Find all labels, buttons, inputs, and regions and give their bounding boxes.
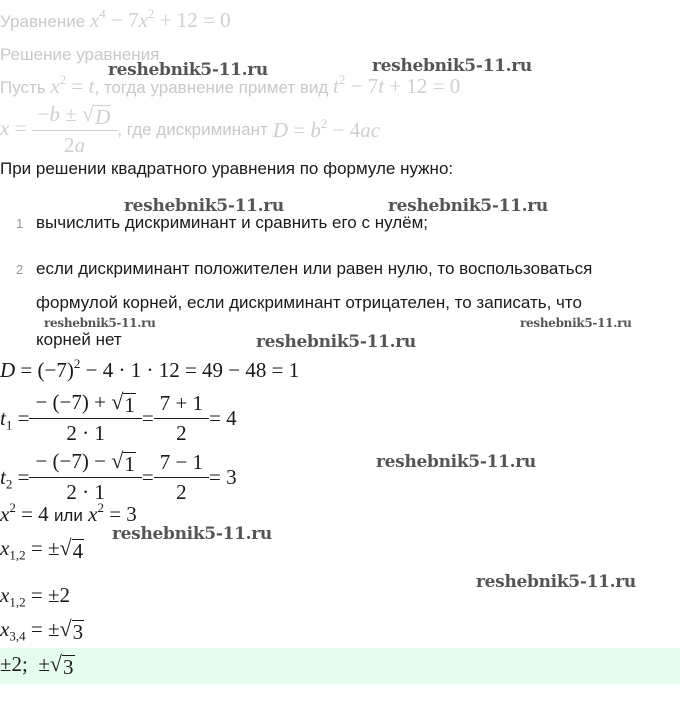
- problem-title: [0, 5, 231, 33]
- root-t1: $t_1$ = − (−7) + √ 1 2 · 1 = $\frac{7 + 1}{2}$ = 4: [0, 389, 237, 446]
- step-text-1: вычислить дискриминант и сравнить его с нулём;: [36, 213, 429, 232]
- quadratic-formula-line: [0, 102, 380, 158]
- watermark: reshebnik5-11.ru: [256, 332, 416, 352]
- solution-heading: Решение уравнения: [0, 45, 160, 64]
- substitution-mid: , тогда уравнение примет вид: [94, 78, 329, 97]
- step-text-2-line1: если дискриминант положителен или равен нулю, то воспользоваться: [36, 259, 593, 278]
- watermark: reshebnik5-11.ru: [372, 56, 532, 76]
- substitution-prefix: Пусть: [0, 78, 46, 97]
- watermark: reshebnik5-11.ru: [108, 60, 268, 80]
- problem-title-label: Уравнение: [0, 12, 86, 31]
- step-number-2: 2: [16, 262, 24, 277]
- watermark: reshebnik5-11.ru: [112, 524, 272, 544]
- or-word: или: [53, 506, 83, 525]
- watermark: reshebnik5-11.ru: [44, 316, 156, 330]
- roots-x34: $x_{3,4}$ = ± √ 3: [0, 616, 84, 644]
- root-t2: $t_2$ = − (−7) − √ 1 2 · 1 = $\frac{7 - 1}{2}$ = 3: [0, 448, 237, 505]
- discriminant-formula: $D = b^2 - 4ac$: [272, 115, 381, 142]
- watermark: reshebnik5-11.ru: [520, 316, 632, 330]
- substitution-equation: $t^2 - 7t + 12 = 0$: [333, 71, 461, 98]
- back-substitution: $x^2 = 4$ или $x^2 = 3$: [0, 499, 137, 526]
- answer-highlight: [0, 648, 680, 684]
- watermark: reshebnik5-11.ru: [376, 452, 536, 472]
- watermark: reshebnik5-11.ru: [388, 196, 548, 216]
- formula-suffix: , где дискриминант: [117, 120, 268, 140]
- watermark: reshebnik5-11.ru: [124, 196, 284, 216]
- roots-x12: $x_{1,2} = \pm 2$: [0, 583, 70, 610]
- intro-text: При решении квадратного уравнения по формуле нужно:: [0, 159, 454, 178]
- step-text-2-line3: корней нет: [36, 330, 122, 349]
- problem-equation: $x^4 - 7x^2 + 12 = 0$: [89, 5, 231, 32]
- answer: ±2; ± √ 3: [0, 651, 74, 679]
- roots-x12-sqrt: $x_{1,2}$ = ± √ 4: [0, 535, 84, 563]
- substitution-var: $x^2 = t$: [50, 71, 95, 98]
- step-number-1: 1: [16, 216, 24, 231]
- watermark: reshebnik5-11.ru: [476, 572, 636, 592]
- discriminant-calc: $D = (-7)^2 - 4 \cdot 1 \cdot 12 = 49 - 48 = 1$: [0, 355, 300, 382]
- quadratic-formula: x = −b ± √ D 2a: [0, 102, 117, 158]
- step-text-2-line2: формулой корней, если дискриминант отрицателен, то записать, что: [36, 293, 582, 312]
